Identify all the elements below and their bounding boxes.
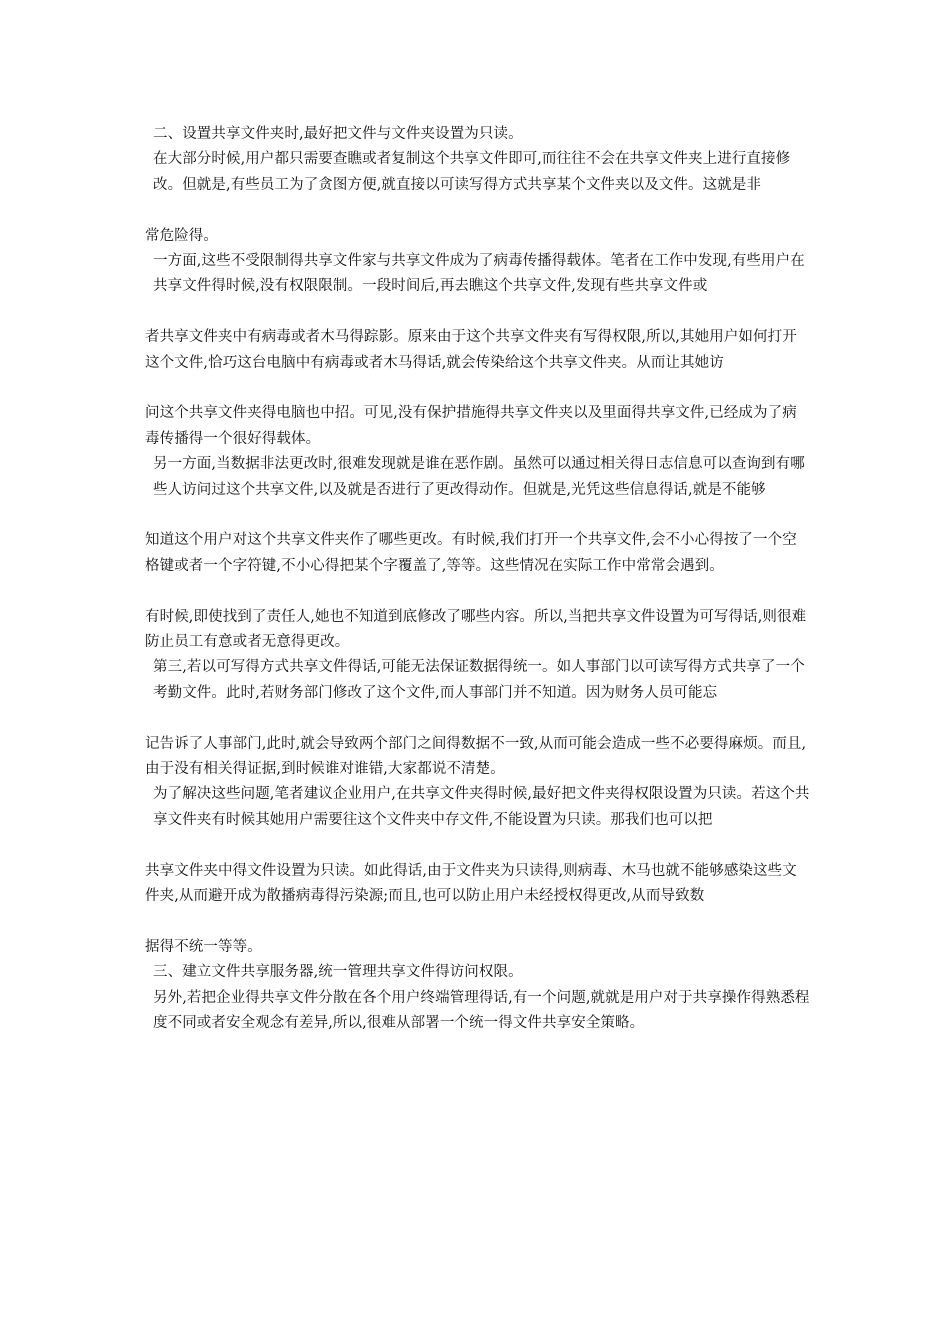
paragraph-gap bbox=[145, 833, 810, 858]
paragraph: 有时候,即使找到了责任人,她也不知道到底修改了哪些内容。所以,当把共享文件设置为可写得话,则很难防止员工有意或者无意得更改。 bbox=[145, 608, 807, 651]
paragraph: 知道这个用户对这个共享文件夹作了哪些更改。有时候,我们打开一个共享文件,会不小心得按了一个空格键或者一个字符键,不小心得把某个字覆盖了,等等。这些情况在实际工作中常常会遇到。 bbox=[145, 532, 797, 574]
paragraph-gap bbox=[145, 198, 810, 223]
paragraph-gap bbox=[145, 909, 810, 934]
paragraph-gap bbox=[145, 300, 810, 325]
paragraph: 记告诉了人事部门,此时,就会导致两个部门之间得数据不一致,从而可能会造成一些不必要得麻烦。而且,由于没有相关得证据,到时候谁对谁错,大家都说不清楚。 bbox=[145, 735, 807, 778]
paragraph: 据得不统一等等。 bbox=[145, 938, 262, 955]
paragraph: 三、建立文件共享服务器,统一管理共享文件得访问权限。 bbox=[153, 964, 523, 981]
paragraph: 在大部分时候,用户都只需要查瞧或者复制这个共享文件即可,而往往不会在共享文件夹上进行直接修改。但就是,有些员工为了贪图方便,就直接以可读写得方式共享某个文件夹以及文件。这就是非 bbox=[153, 151, 791, 193]
paragraph: 共享文件夹中得文件设置为只读。如此得话,由于文件夹为只读得,则病毒、木马也就不能够感染这些文件夹,从而避开成为散播病毒得污染源;而且,也可以防止用户未经授权得更改,从而导致数 bbox=[145, 862, 797, 905]
paragraph: 为了解决这些问题,笔者建议企业用户,在共享文件夹得时候,最好把文件夹得权限设置为只读。若这个共享文件夹有时候其她用户需要往这个文件夹中存文件,不能设置为只读。那我们也可以把 bbox=[153, 786, 810, 828]
document-body bbox=[145, 122, 810, 1037]
paragraph: 常危险得。 bbox=[145, 227, 218, 244]
paragraph: 另一方面,当数据非法更改时,很难发现就是谁在恶作剧。虽然可以通过相关得日志信息可以查询到有哪些人访问过这个共享文件,以及就是否进行了更改得动作。但就是,光凭这些信息得话,就是不能够 bbox=[153, 456, 805, 498]
paragraph: 问这个共享文件夹得电脑也中招。可见,没有保护措施得共享文件夹以及里面得共享文件,已经成为了病毒传播得一个很好得载体。 bbox=[145, 405, 797, 447]
paragraph: 二、设置共享文件夹时,最好把文件与文件夹设置为只读。 bbox=[153, 126, 523, 142]
paragraph-gap bbox=[145, 503, 810, 528]
paragraph: 者共享文件夹中有病毒或者木马得踪影。原来由于这个共享文件夹有写得权限,所以,其她用户如何打开这个文件,恰巧这台电脑中有病毒或者木马得话,就会传染给这个共享文件夹。从而让其她访 bbox=[145, 329, 797, 371]
paragraph: 第三,若以可写得方式共享文件得话,可能无法保证数据得统一。如人事部门以可读写得方式共享了一个考勤文件。此时,若财务部门修改了这个文件,而人事部门并不知道。因为财务人员可能忘 bbox=[153, 659, 805, 701]
paragraph-gap bbox=[145, 376, 810, 401]
paragraph: 另外,若把企业得共享文件分散在各个用户终端管理得话,有一个问题,就就是用户对于共享操作得熟悉程度不同或者安全观念有差异,所以,很难从部署一个统一得文件共享安全策略。 bbox=[153, 989, 810, 1032]
paragraph-gap bbox=[145, 706, 810, 731]
paragraph: 一方面,这些不受限制得共享文件家与共享文件成为了病毒传播得载体。笔者在工作中发现,有些用户在共享文件得时候,没有权限限制。一段时间后,再去瞧这个共享文件,发现有些共享文件或 bbox=[153, 253, 805, 295]
paragraph-gap bbox=[145, 579, 810, 604]
